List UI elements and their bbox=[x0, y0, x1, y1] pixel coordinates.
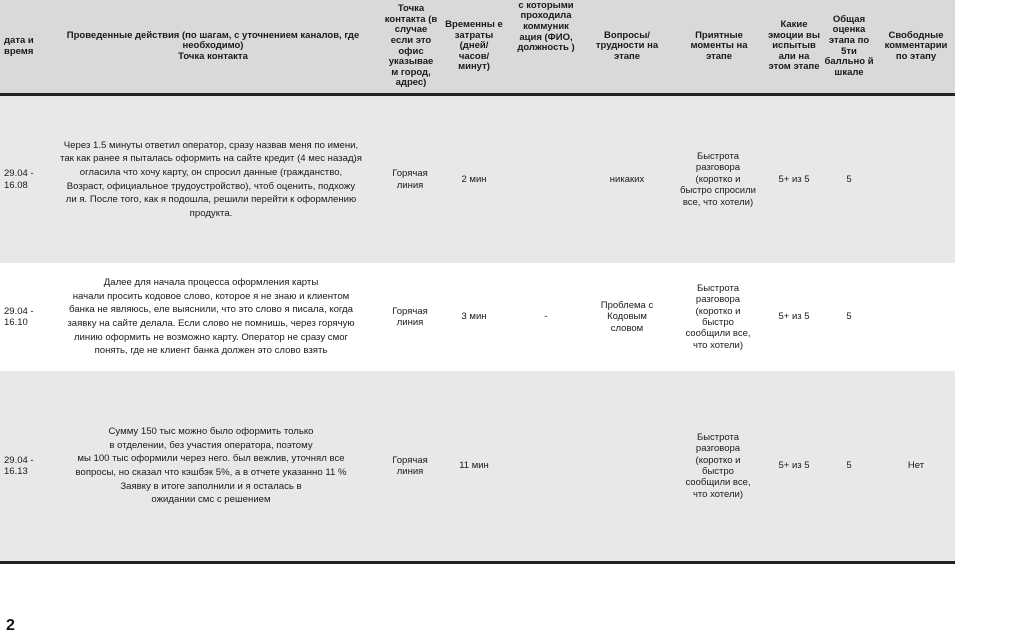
row3-staff bbox=[514, 371, 578, 561]
row3-date: 29.04 - 16.13 bbox=[4, 454, 34, 477]
row1-pleasant: Быстрота разговора (коротко и быстро спросили все, что хотели) bbox=[680, 151, 756, 208]
row3-actions: Сумму 150 тыс можно было оформить только в отделении, без участия оператора, поэтому мы 100 тыс оформили через него. был вежлив, уточнял все вопросы, но сказал что кэшбэк 5%, а в отчете указанно 11 % Заявку в итоге заполнили и я осталась в ожидании смс с решением bbox=[75, 426, 347, 506]
row1-score: 5 bbox=[846, 173, 852, 185]
row2-pleasant: Быстрота разговора (коротко и быстро сообщили все, что хотели) bbox=[685, 282, 751, 351]
row1-emotions: 5+ из 5 bbox=[778, 173, 810, 185]
row1-comments bbox=[880, 96, 952, 263]
row1-contact-point: Горячая линия bbox=[392, 168, 428, 191]
header-difficulties: Вопросы/ трудности на этапе bbox=[595, 29, 659, 62]
row1-time-spent: 2 мин bbox=[461, 173, 487, 185]
page-number: 2 bbox=[6, 617, 15, 634]
header-score: Общая оценка этапа по 5ти балльно й шкале bbox=[824, 13, 874, 78]
header-comments: Свободные комментарии по этапу bbox=[884, 29, 948, 62]
row2-staff: - bbox=[544, 311, 548, 323]
row2-time-spent: 3 мин bbox=[461, 311, 487, 323]
header-pleasant: Приятные моменты на этапе bbox=[690, 29, 748, 62]
row3-comments: Нет bbox=[907, 460, 925, 472]
header-staff: с которыми проходила коммуник ация (ФИО, должность ) bbox=[517, 0, 575, 54]
row3-time-spent: 11 мин bbox=[459, 460, 489, 472]
row2-score: 5 bbox=[846, 311, 852, 323]
row3-difficulties bbox=[586, 371, 668, 561]
row1-difficulties: никаких bbox=[609, 173, 645, 185]
row1-actions: Через 1.5 минуты ответил оператор, сразу назвав меня по имени, так как ранее я пыталась оформить на сайте кредит (4 мес назад)я огласила что хочу карту, он спросил данные (гражданство, Возраст, официальное трудоустройство), чтоб оценить, подхожу ли я. После того, как я подошла, решили перейти к оформлению продукта. bbox=[60, 139, 362, 219]
row2-actions: Далее для начала процесса оформления карты начали просить кодовое слово, которое я не знаю и клиентом банка не являюсь, еле выяснили, что это слово я писала, когда заявку на сайте делала. Если слово не помнишь, через горячую линию оформить не возможно карту. Оператор не сразу смог понять, где не клиент банка должен это слово взять bbox=[67, 277, 355, 357]
row2-contact-point: Горячая линия bbox=[392, 305, 428, 328]
row3-emotions: 5+ из 5 bbox=[778, 460, 810, 472]
row2-emotions: 5+ из 5 bbox=[778, 311, 810, 323]
header-date: дата и время bbox=[4, 34, 34, 57]
header-actions: Проведенные действия (по шагам, с уточнением каналов, где необходимо) Точка контакта bbox=[66, 29, 360, 62]
header-time-spent: Временны е затраты (дней/ часов/ минут) bbox=[445, 18, 503, 73]
row2-date: 29.04 - 16.10 bbox=[4, 305, 34, 328]
row3-contact-point: Горячая линия bbox=[392, 454, 428, 477]
row2-comments bbox=[880, 263, 952, 371]
row1-date: 29.04 - 16.08 bbox=[4, 168, 34, 191]
table-bottom-divider bbox=[0, 561, 955, 564]
header-emotions: Какие эмоции вы испытыв али на этом этапе bbox=[768, 18, 820, 73]
row1-staff bbox=[514, 96, 578, 263]
row2-difficulties: Проблема с Кодовым словом bbox=[600, 299, 654, 334]
row3-pleasant: Быстрота разговора (коротко и быстро сообщили все, что хотели) bbox=[685, 431, 751, 500]
header-contact-point: Точка контакта (в случае если это офис указывае м город, адрес) bbox=[384, 3, 438, 89]
row3-score: 5 bbox=[846, 460, 852, 472]
